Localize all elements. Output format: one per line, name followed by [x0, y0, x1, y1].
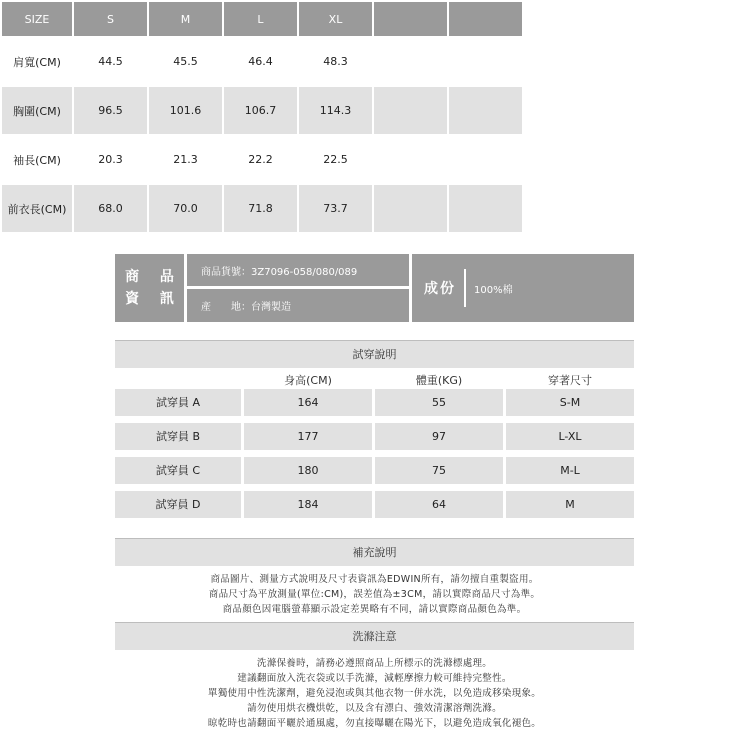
try-on-weight: 97: [375, 423, 503, 450]
supplement-title: 補充說明: [352, 546, 397, 559]
supplement-line: 商品圖片、測量方式說明及尺寸表資訊為EDWIN所有，請勿擅自重製盜用。: [210, 574, 539, 585]
size-header-cell: XL: [298, 1, 373, 37]
washing-title-bar: [115, 622, 634, 650]
try-on-row: [115, 457, 634, 484]
size-value: 48.3: [298, 37, 373, 86]
size-value: [448, 184, 523, 233]
washing-line: 單獨使用中性洗潔劑，避免浸泡或與其他衣物一併水洗，以免造成移染現象。: [207, 688, 542, 699]
size-value: 96.5: [73, 86, 148, 135]
size-value: 22.2: [223, 135, 298, 184]
sku-text: 商品貨號：3Z7096-058/080/089: [201, 266, 358, 278]
product-info-label-line2: 資 訊: [125, 291, 182, 307]
try-on-size: M: [506, 491, 634, 518]
size-value: 20.3: [73, 135, 148, 184]
size-table-row: [1, 184, 523, 233]
row-label: 袖長(CM): [1, 135, 73, 184]
try-on-height: 184: [244, 491, 372, 518]
try-on-col-height: 身高(CM): [284, 374, 332, 387]
washing-line: 建議翻面放入洗衣袋或以手洗滌，減輕摩擦力較可維持完整性。: [237, 673, 512, 684]
size-value: 44.5: [73, 37, 148, 86]
size-table-header: [1, 1, 523, 37]
material-cell: [412, 254, 634, 322]
try-on-row: [115, 491, 634, 518]
size-value: 106.7: [223, 86, 298, 135]
size-header-cell: L: [223, 1, 298, 37]
size-value: [448, 37, 523, 86]
try-on-weight: 75: [375, 457, 503, 484]
try-on-name: 試穿員 C: [115, 457, 241, 484]
size-value: 46.4: [223, 37, 298, 86]
size-table-row: [1, 86, 523, 135]
supplement-title-bar: [115, 538, 634, 566]
size-value: 114.3: [298, 86, 373, 135]
material-label: 成份: [424, 281, 456, 297]
size-table-row: [1, 135, 523, 184]
try-on-size: L-XL: [506, 423, 634, 450]
size-value: 68.0: [73, 184, 148, 233]
try-on-name: 試穿員 A: [115, 389, 241, 416]
size-value: [373, 135, 448, 184]
try-on-height: 180: [244, 457, 372, 484]
try-on-weight: 55: [375, 389, 503, 416]
size-value: 70.0: [148, 184, 223, 233]
try-on-height: 177: [244, 423, 372, 450]
row-label: 胸圍(CM): [1, 86, 73, 135]
size-value: [373, 37, 448, 86]
try-on-size: S-M: [506, 389, 634, 416]
size-value: 71.8: [223, 184, 298, 233]
size-table-row: [1, 37, 523, 86]
size-value: [448, 135, 523, 184]
size-value: [373, 86, 448, 135]
washing-line: 請勿使用烘衣機烘乾，以及含有漂白、強效清潔溶劑洗滌。: [247, 703, 502, 714]
size-value: 21.3: [148, 135, 223, 184]
size-value: 73.7: [298, 184, 373, 233]
supplement-line: 商品顏色因電腦螢幕顯示設定差異略有不同，請以實際商品顏色為準。: [222, 604, 527, 615]
size-value: 22.5: [298, 135, 373, 184]
size-header-cell: M: [148, 1, 223, 37]
size-value: 101.6: [148, 86, 223, 135]
try-on-title-bar: [115, 340, 634, 368]
row-label: 肩寬(CM): [1, 37, 73, 86]
try-on-weight: 64: [375, 491, 503, 518]
size-value: 45.5: [148, 37, 223, 86]
size-header-cell: SIZE: [1, 1, 73, 37]
material-value: 100%棉: [474, 285, 513, 296]
product-info-label: [115, 254, 184, 322]
size-header-cell: [448, 1, 523, 37]
washing-line: 洗滌保養時，請務必遵照商品上所標示的洗滌標處理。: [256, 658, 493, 669]
washing-title: 洗滌注意: [352, 630, 397, 643]
size-table: [0, 0, 524, 234]
try-on-col-size: 穿著尺寸: [548, 374, 592, 387]
material-divider: [464, 269, 466, 307]
try-on-height: 164: [244, 389, 372, 416]
supplement-line: 商品尺寸為平放測量(單位:CM)，誤差值為±3CM，請以實際商品尺寸為準。: [208, 589, 541, 600]
size-value: [448, 86, 523, 135]
sku-cell: [187, 254, 409, 286]
size-value: [373, 184, 448, 233]
row-label: 前衣長(CM): [1, 184, 73, 233]
try-on-size: M-L: [506, 457, 634, 484]
washing-line: 晾乾時也請翻面平曬於通風處，勿直接曝曬在陽光下，以避免造成氧化褪色。: [207, 718, 542, 729]
size-header-cell: S: [73, 1, 148, 37]
try-on-row: [115, 423, 634, 450]
try-on-title: 試穿說明: [352, 348, 397, 361]
try-on-row: [115, 389, 634, 416]
product-info-label-line1: 商 品: [125, 269, 182, 285]
try-on-col-weight: 體重(KG): [415, 374, 463, 387]
try-on-name: 試穿員 B: [115, 423, 241, 450]
origin-cell: [187, 289, 409, 322]
origin-text: 產 地：台灣製造: [201, 302, 291, 313]
size-header-cell: [373, 1, 448, 37]
try-on-name: 試穿員 D: [115, 491, 241, 518]
